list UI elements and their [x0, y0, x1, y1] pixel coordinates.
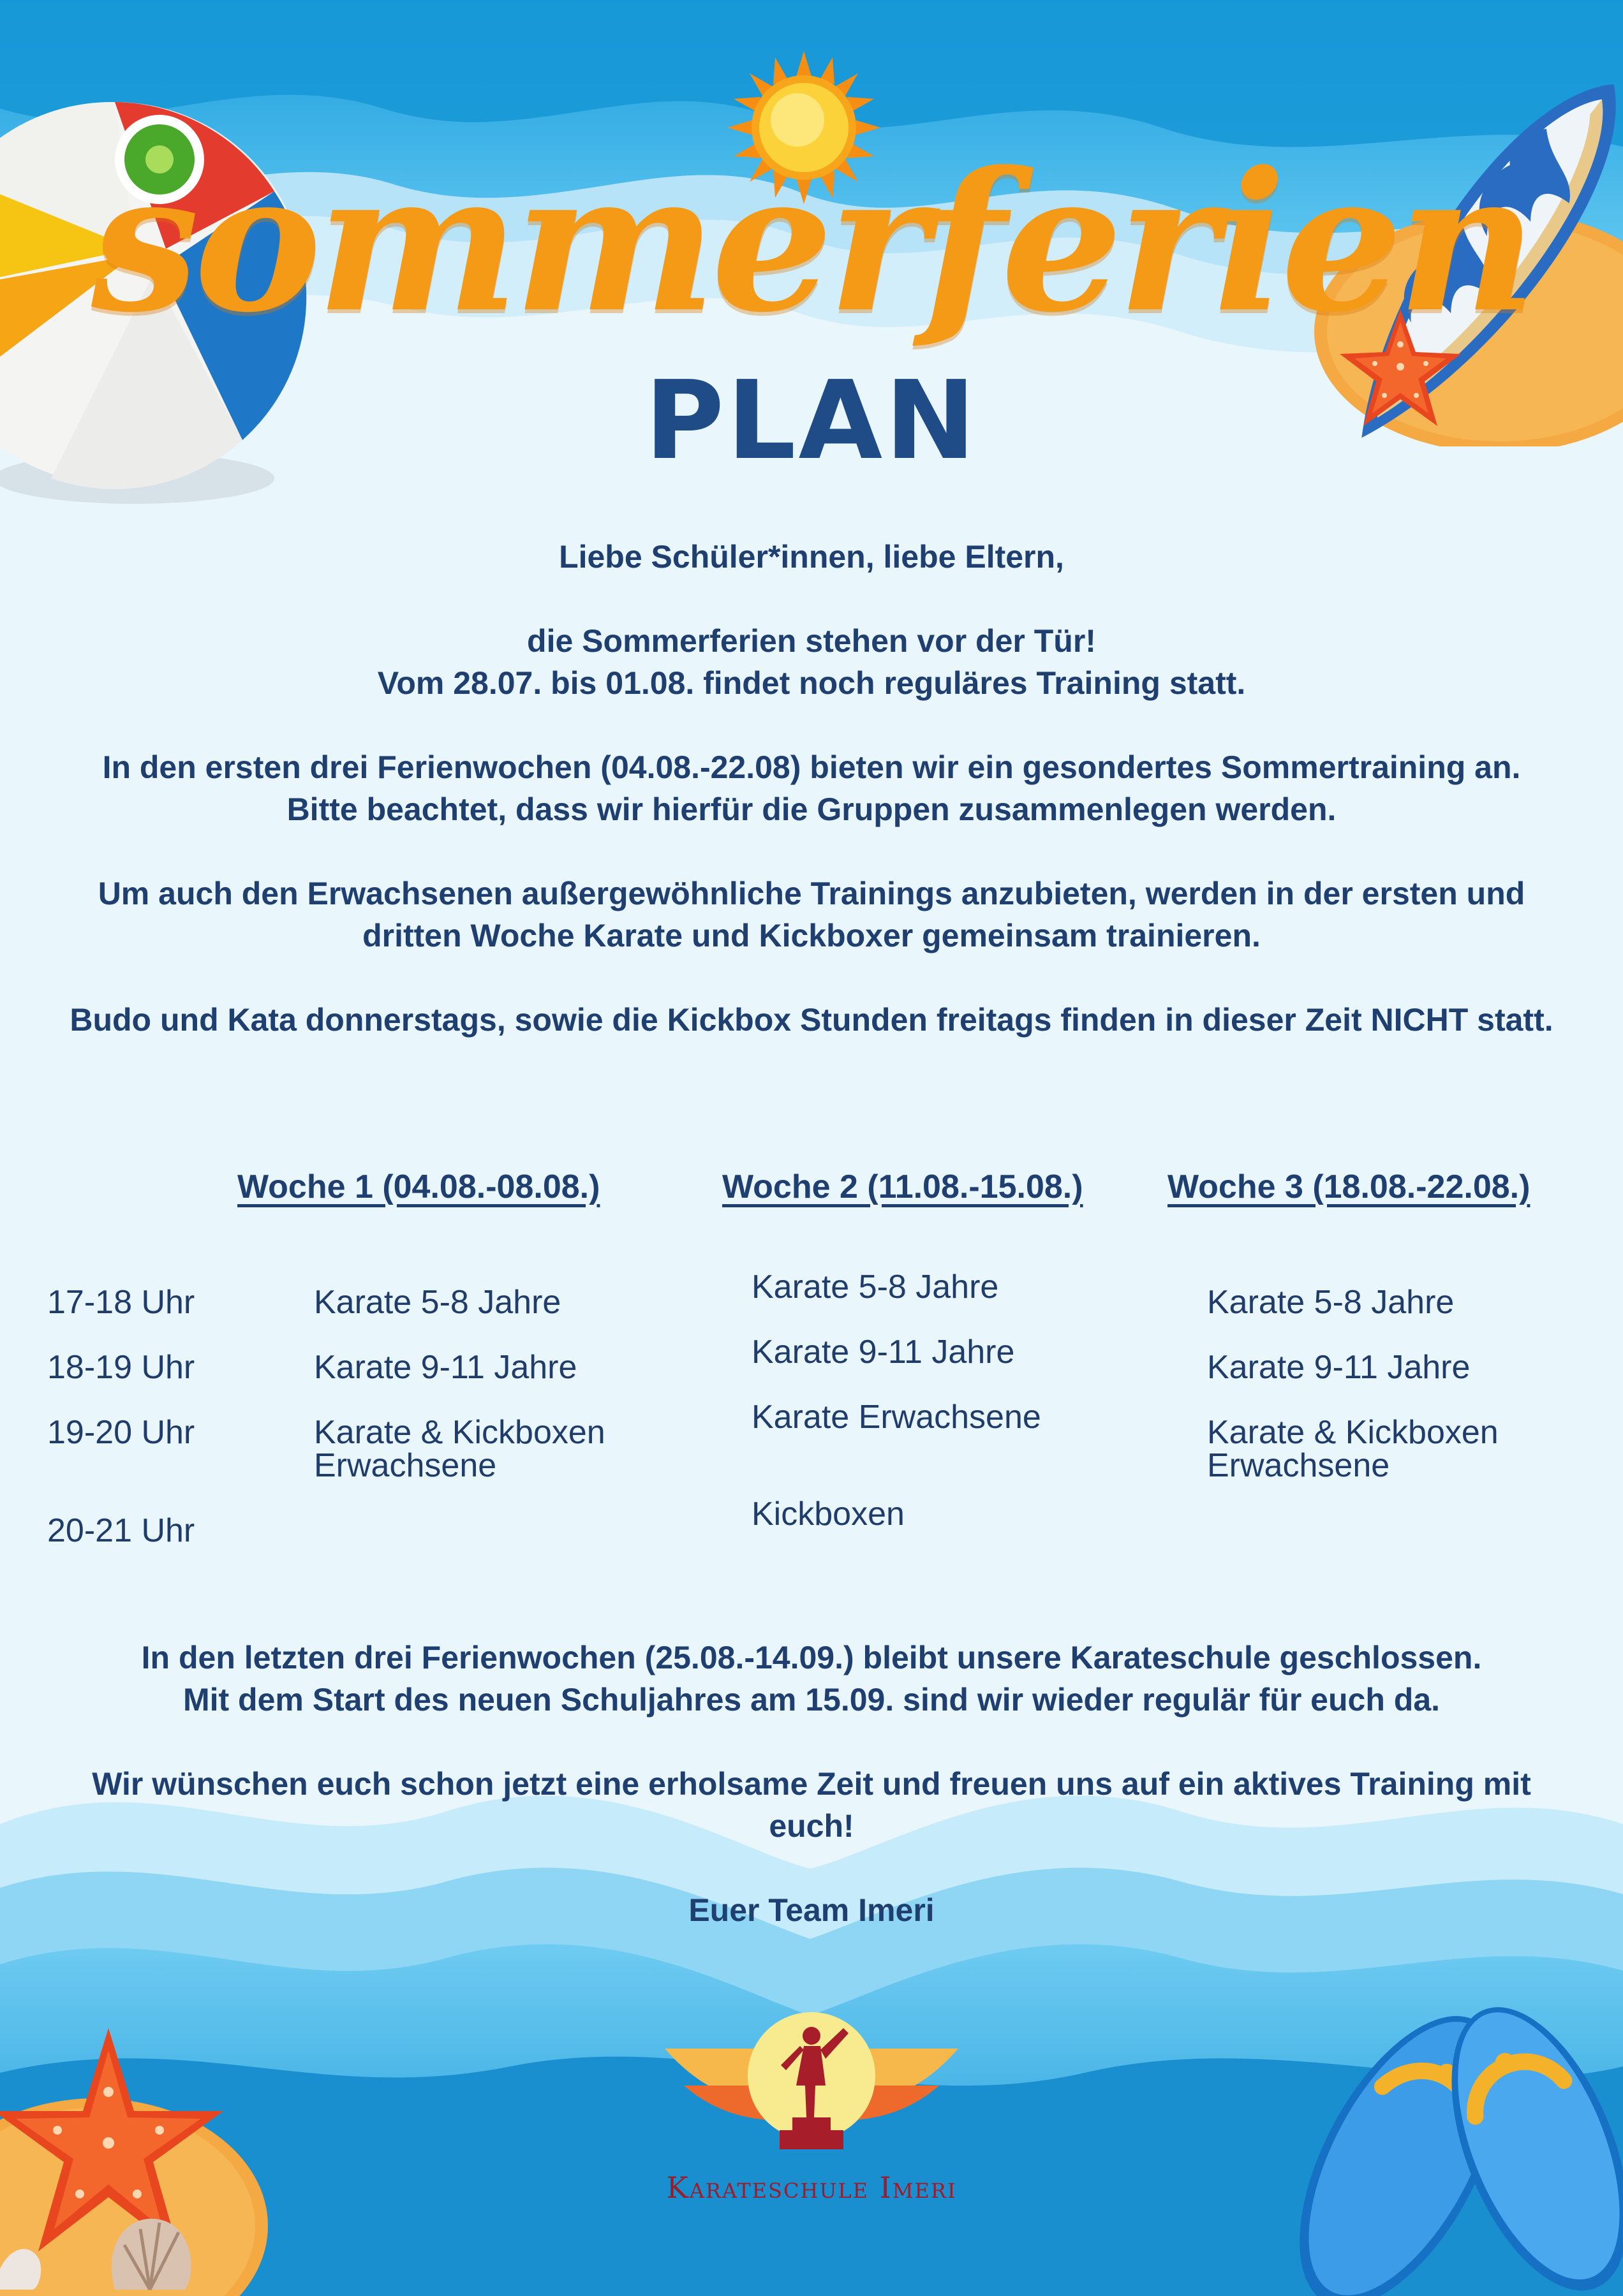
outro-text — [51, 1637, 1572, 1931]
greeting: Liebe Schüler*innen, liebe Eltern, — [559, 539, 1064, 575]
karate-fighter-icon — [658, 2009, 965, 2162]
week-2-class: Karate 9-11 Jahre — [752, 1334, 1015, 1371]
week-1-class: Karate 9-11 Jahre — [314, 1349, 577, 1386]
week-3-class: Karate & Kickboxen — [1207, 1414, 1499, 1451]
week-2-class: Kickboxen — [752, 1496, 905, 1533]
title-script: sommerferien — [91, 129, 1532, 355]
week-3-class: Karate 5-8 Jahre — [1207, 1284, 1455, 1321]
intro-line: Vom 28.07. bis 01.08. findet noch reguläres Training statt. — [377, 665, 1246, 701]
week-1-class: Karate & Kickboxen — [314, 1414, 605, 1451]
intro-line: dritten Woche Karate und Kickboxer gemeinsam trainieren. — [362, 918, 1261, 953]
week-3-header: Woche 3 (18.08.-22.08.) — [1167, 1168, 1530, 1205]
page-title: PLAN — [644, 358, 979, 484]
flip-flops-icon — [1276, 1977, 1623, 2296]
time-slot: 19-20 Uhr — [47, 1414, 195, 1451]
time-slot: 17-18 Uhr — [47, 1284, 195, 1321]
outro-line: euch! — [769, 1808, 854, 1844]
outro-line: In den letzten drei Ferienwochen (25.08.-14.09.) bleibt unsere Karateschule geschlossen. — [141, 1640, 1482, 1675]
signature: Euer Team Imeri — [688, 1892, 935, 1928]
outro-line: Wir wünschen euch schon jetzt eine erholsame Zeit und freuen uns auf ein aktives Training mit — [92, 1766, 1531, 1802]
week-1-header: Woche 1 (04.08.-08.08.) — [237, 1168, 600, 1205]
outro-line: Mit dem Start des neuen Schuljahres am 15.09. sind wir wieder regulär für euch da. — [182, 1682, 1441, 1718]
intro-line: Um auch den Erwachsenen außergewöhnliche Trainings anzubieten, werden in der ersten und — [98, 876, 1525, 911]
logo-text: Karateschule Imeri — [666, 2170, 957, 2205]
week-1-class: Karate 5-8 Jahre — [314, 1284, 561, 1321]
week-3-class: Karate 9-11 Jahre — [1207, 1349, 1471, 1386]
time-slot: 20-21 Uhr — [47, 1512, 195, 1549]
intro-text — [51, 536, 1572, 1041]
intro-line: Bitte beachtet, dass wir hierfür die Gruppen zusammenlegen werden. — [286, 791, 1337, 827]
week-2-class: Karate Erwachsene — [752, 1399, 1041, 1436]
week-1-class: Erwachsene — [314, 1447, 497, 1484]
intro-line: die Sommerferien stehen vor der Tür! — [527, 623, 1096, 659]
seashell-icon — [0, 2194, 204, 2296]
week-3-class: Erwachsene — [1207, 1447, 1390, 1484]
time-slot: 18-19 Uhr — [47, 1349, 195, 1386]
week-2-class: Karate 5-8 Jahre — [752, 1269, 999, 1306]
week-2-header: Woche 2 (11.08.-15.08.) — [722, 1168, 1083, 1205]
intro-line: In den ersten drei Ferienwochen (04.08.-22.08) bieten wir ein gesondertes Sommertraining an. — [102, 749, 1521, 785]
intro-line: Budo und Kata donnerstags, sowie die Kickbox Stunden freitags finden in dieser Zeit NICHT statt. — [70, 1002, 1553, 1038]
